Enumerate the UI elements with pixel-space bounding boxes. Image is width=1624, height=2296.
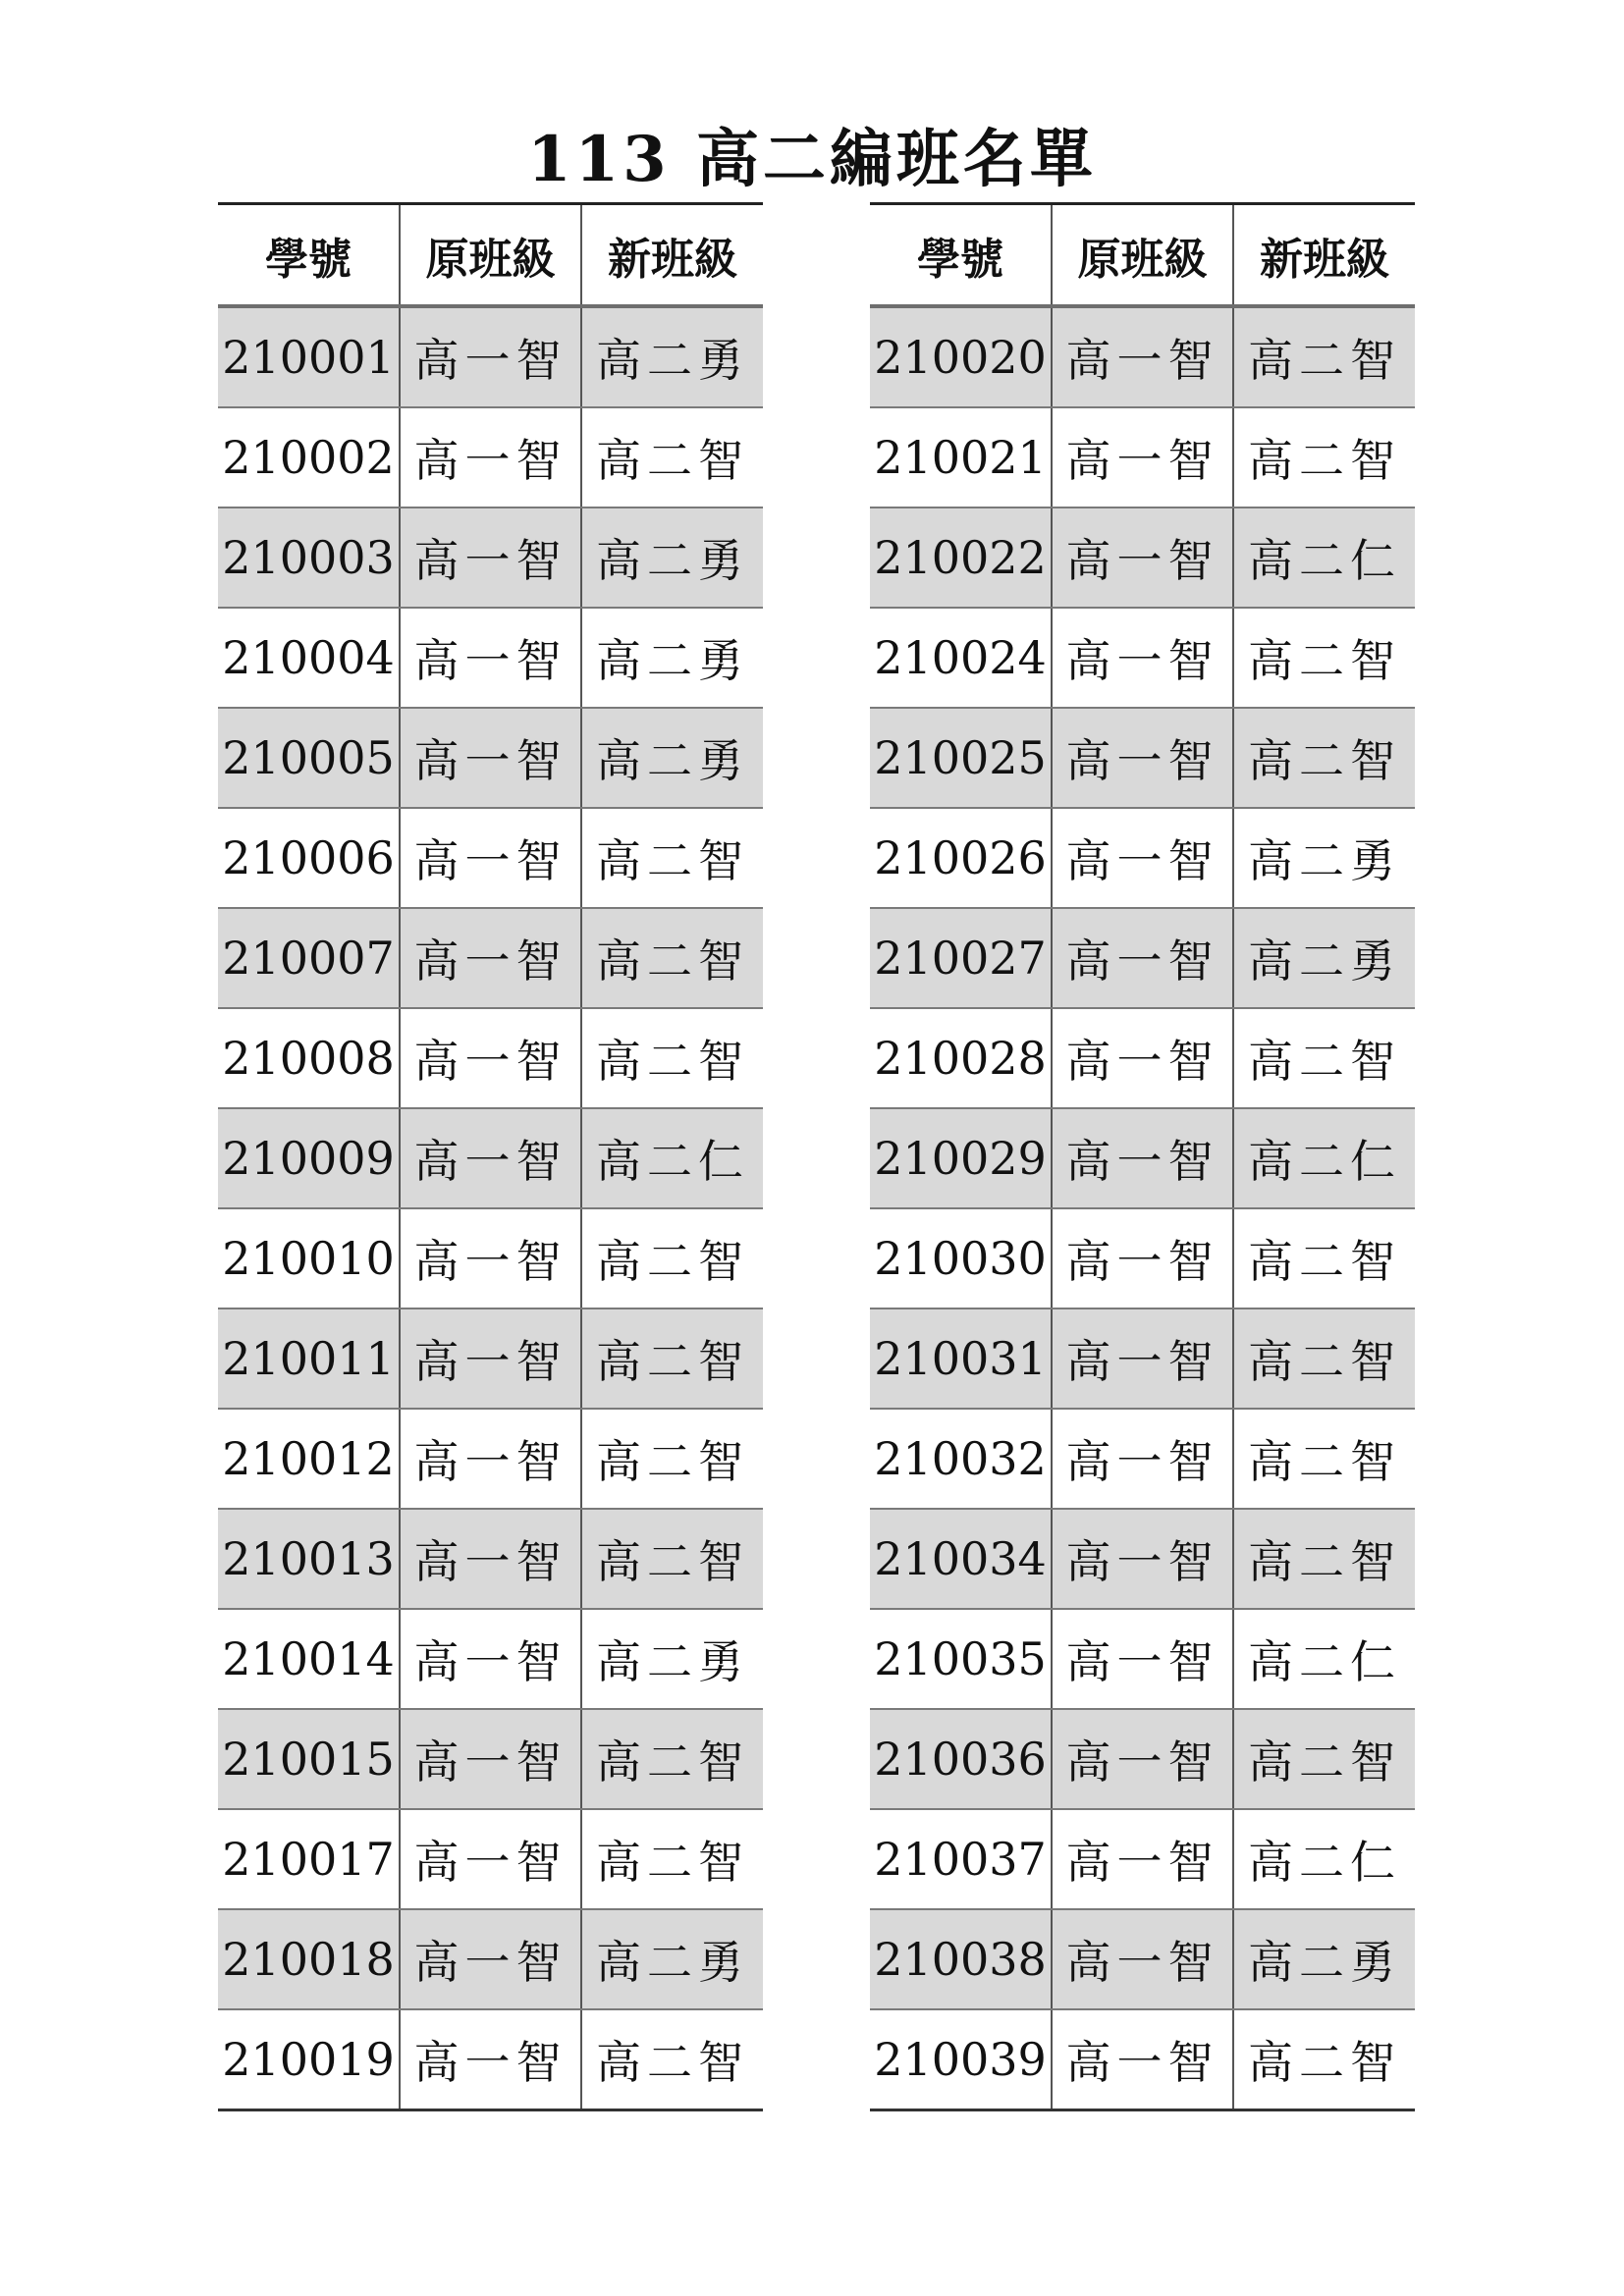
student-id-cell: 210006 — [218, 808, 400, 908]
student-id-cell: 210024 — [870, 608, 1052, 708]
student-id-cell: 210008 — [218, 1008, 400, 1108]
table-row — [870, 1308, 1415, 1409]
student-id-cell: 210022 — [870, 507, 1052, 608]
new-class-cell: 高二智 — [581, 407, 763, 507]
table-row — [218, 1909, 763, 2009]
table-row — [218, 908, 763, 1008]
student-id-cell: 210010 — [218, 1208, 400, 1308]
table-row — [218, 507, 763, 608]
table-row — [218, 808, 763, 908]
new-class-cell: 高二仁 — [1233, 507, 1415, 608]
new-class-cell: 高二勇 — [1233, 808, 1415, 908]
student-id-cell: 210029 — [870, 1108, 1052, 1208]
table-row — [870, 1809, 1415, 1909]
student-id-cell: 210026 — [870, 808, 1052, 908]
table-row — [870, 1509, 1415, 1609]
original-class-cell: 高一智 — [400, 1208, 581, 1308]
table-header-row — [870, 204, 1415, 307]
original-class-cell: 高一智 — [1052, 708, 1233, 808]
student-id-cell: 210030 — [870, 1208, 1052, 1308]
original-class-cell: 高一智 — [400, 306, 581, 407]
new-class-cell: 高二勇 — [581, 1909, 763, 2009]
student-id-cell: 210020 — [870, 306, 1052, 407]
new-class-cell: 高二仁 — [1233, 1809, 1415, 1909]
student-id-cell: 210005 — [218, 708, 400, 808]
student-id-cell: 210035 — [870, 1609, 1052, 1709]
student-id-cell: 210039 — [870, 2009, 1052, 2110]
new-class-cell: 高二智 — [581, 1208, 763, 1308]
student-id-cell: 210027 — [870, 908, 1052, 1008]
original-class-cell: 高一智 — [1052, 2009, 1233, 2110]
new-class-cell: 高二智 — [1233, 608, 1415, 708]
student-id-cell: 210014 — [218, 1609, 400, 1709]
student-id-cell: 210013 — [218, 1509, 400, 1609]
table-row — [870, 908, 1415, 1008]
table-row — [218, 1308, 763, 1409]
table-row — [870, 1108, 1415, 1208]
table-row — [218, 1108, 763, 1208]
student-id-cell: 210025 — [870, 708, 1052, 808]
student-id-cell: 210011 — [218, 1308, 400, 1409]
original-class-cell: 高一智 — [1052, 407, 1233, 507]
new-class-cell: 高二智 — [1233, 1208, 1415, 1308]
roster-body-left — [218, 306, 763, 2110]
original-class-cell: 高一智 — [1052, 1609, 1233, 1709]
original-class-cell: 高一智 — [400, 1409, 581, 1509]
student-id-cell: 210037 — [870, 1809, 1052, 1909]
header-new-class: 新班級 — [581, 204, 763, 307]
new-class-cell: 高二智 — [581, 1709, 763, 1809]
original-class-cell: 高一智 — [1052, 1008, 1233, 1108]
header-new-class: 新班級 — [1233, 204, 1415, 307]
new-class-cell: 高二智 — [1233, 1509, 1415, 1609]
student-id-cell: 210028 — [870, 1008, 1052, 1108]
new-class-cell: 高二智 — [1233, 1709, 1415, 1809]
table-row — [870, 1409, 1415, 1509]
student-id-cell: 210021 — [870, 407, 1052, 507]
original-class-cell: 高一智 — [1052, 808, 1233, 908]
new-class-cell: 高二仁 — [1233, 1108, 1415, 1208]
new-class-cell: 高二智 — [1233, 1008, 1415, 1108]
header-student-id: 學號 — [218, 204, 400, 307]
page-title: 113 高二編班名單 — [527, 123, 1097, 196]
original-class-cell: 高一智 — [400, 1809, 581, 1909]
original-class-cell: 高一智 — [400, 2009, 581, 2110]
table-row — [218, 1208, 763, 1308]
student-id-cell: 210015 — [218, 1709, 400, 1809]
student-id-cell: 210002 — [218, 407, 400, 507]
student-id-cell: 210032 — [870, 1409, 1052, 1509]
original-class-cell: 高一智 — [400, 1108, 581, 1208]
student-id-cell: 210019 — [218, 2009, 400, 2110]
table-row — [870, 808, 1415, 908]
original-class-cell: 高一智 — [400, 708, 581, 808]
table-header-row — [218, 204, 763, 307]
table-row — [218, 1609, 763, 1709]
student-id-cell: 210001 — [218, 306, 400, 407]
table-row — [870, 407, 1415, 507]
new-class-cell: 高二智 — [581, 1809, 763, 1909]
new-class-cell: 高二勇 — [581, 608, 763, 708]
table-row — [870, 608, 1415, 708]
table-row — [218, 1709, 763, 1809]
original-class-cell: 高一智 — [400, 808, 581, 908]
table-row — [218, 407, 763, 507]
new-class-cell: 高二智 — [581, 1409, 763, 1509]
table-row — [870, 2009, 1415, 2110]
new-class-cell: 高二仁 — [581, 1108, 763, 1208]
table-row — [870, 1008, 1415, 1108]
roster-body-right — [870, 306, 1415, 2110]
new-class-cell: 高二智 — [581, 1509, 763, 1609]
table-row — [218, 1409, 763, 1509]
new-class-cell: 高二智 — [581, 808, 763, 908]
roster-table-right — [870, 202, 1415, 2111]
new-class-cell: 高二智 — [1233, 2009, 1415, 2110]
student-id-cell: 210018 — [218, 1909, 400, 2009]
student-id-cell: 210036 — [870, 1709, 1052, 1809]
header-original-class: 原班級 — [1052, 204, 1233, 307]
student-id-cell: 210034 — [870, 1509, 1052, 1609]
student-id-cell: 210004 — [218, 608, 400, 708]
original-class-cell: 高一智 — [400, 1308, 581, 1409]
student-id-cell: 210038 — [870, 1909, 1052, 2009]
table-row — [870, 1609, 1415, 1709]
new-class-cell: 高二智 — [1233, 1409, 1415, 1509]
student-id-cell: 210012 — [218, 1409, 400, 1509]
new-class-cell: 高二智 — [1233, 1308, 1415, 1409]
new-class-cell: 高二勇 — [581, 306, 763, 407]
table-row — [218, 2009, 763, 2110]
original-class-cell: 高一智 — [400, 608, 581, 708]
table-row — [870, 1709, 1415, 1809]
original-class-cell: 高一智 — [1052, 507, 1233, 608]
table-row — [218, 608, 763, 708]
original-class-cell: 高一智 — [1052, 1709, 1233, 1809]
table-row — [218, 1008, 763, 1108]
original-class-cell: 高一智 — [400, 1609, 581, 1709]
original-class-cell: 高一智 — [1052, 306, 1233, 407]
original-class-cell: 高一智 — [1052, 1509, 1233, 1609]
original-class-cell: 高一智 — [1052, 1809, 1233, 1909]
table-row — [870, 1909, 1415, 2009]
table-row — [870, 1208, 1415, 1308]
original-class-cell: 高一智 — [1052, 1208, 1233, 1308]
table-row — [218, 1509, 763, 1609]
original-class-cell: 高一智 — [400, 908, 581, 1008]
roster-table-left — [218, 202, 763, 2111]
new-class-cell: 高二智 — [581, 908, 763, 1008]
original-class-cell: 高一智 — [1052, 608, 1233, 708]
student-id-cell: 210031 — [870, 1308, 1052, 1409]
student-id-cell: 210007 — [218, 908, 400, 1008]
student-id-cell: 210017 — [218, 1809, 400, 1909]
original-class-cell: 高一智 — [1052, 1409, 1233, 1509]
header-original-class: 原班級 — [400, 204, 581, 307]
table-row — [870, 306, 1415, 407]
new-class-cell: 高二智 — [1233, 708, 1415, 808]
original-class-cell: 高一智 — [1052, 1909, 1233, 2009]
student-id-cell: 210009 — [218, 1108, 400, 1208]
table-row — [218, 708, 763, 808]
new-class-cell: 高二智 — [1233, 306, 1415, 407]
student-id-cell: 210003 — [218, 507, 400, 608]
original-class-cell: 高一智 — [400, 1709, 581, 1809]
original-class-cell: 高一智 — [1052, 1108, 1233, 1208]
header-student-id: 學號 — [870, 204, 1052, 307]
new-class-cell: 高二智 — [581, 1008, 763, 1108]
new-class-cell: 高二智 — [581, 1308, 763, 1409]
new-class-cell: 高二勇 — [1233, 908, 1415, 1008]
new-class-cell: 高二勇 — [581, 1609, 763, 1709]
original-class-cell: 高一智 — [1052, 908, 1233, 1008]
new-class-cell: 高二智 — [581, 2009, 763, 2110]
original-class-cell: 高一智 — [400, 407, 581, 507]
original-class-cell: 高一智 — [400, 507, 581, 608]
new-class-cell: 高二勇 — [581, 507, 763, 608]
original-class-cell: 高一智 — [400, 1008, 581, 1108]
new-class-cell: 高二仁 — [1233, 1609, 1415, 1709]
table-row — [218, 1809, 763, 1909]
new-class-cell: 高二智 — [1233, 407, 1415, 507]
original-class-cell: 高一智 — [400, 1909, 581, 2009]
new-class-cell: 高二勇 — [581, 708, 763, 808]
table-row — [218, 306, 763, 407]
original-class-cell: 高一智 — [1052, 1308, 1233, 1409]
table-row — [870, 708, 1415, 808]
table-row — [870, 507, 1415, 608]
new-class-cell: 高二勇 — [1233, 1909, 1415, 2009]
original-class-cell: 高一智 — [400, 1509, 581, 1609]
